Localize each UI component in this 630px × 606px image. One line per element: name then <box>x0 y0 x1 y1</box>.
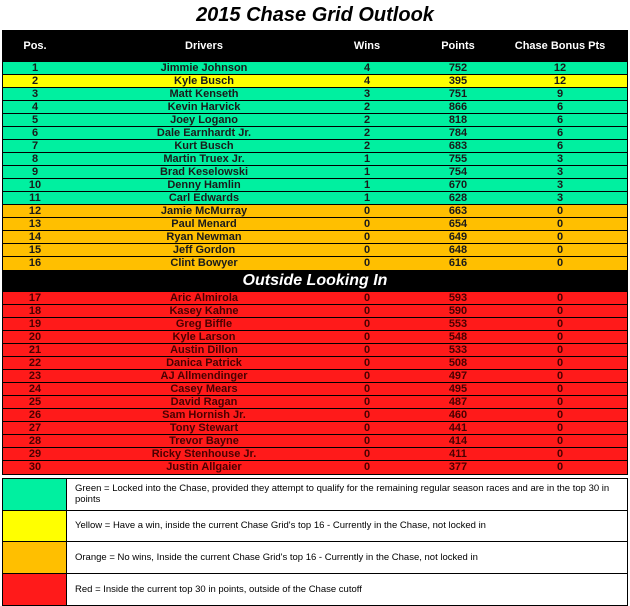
row-pos: 21 <box>28 344 42 356</box>
table-row <box>3 192 627 205</box>
table-row <box>3 205 627 218</box>
row-points: 755 <box>448 153 468 165</box>
row-pos: 22 <box>28 357 42 369</box>
legend-item <box>3 542 627 574</box>
table-row <box>3 140 627 153</box>
row-wins: 0 <box>363 231 371 243</box>
header-drivers: Drivers <box>185 40 223 52</box>
row-driver: Trevor Bayne <box>169 435 239 447</box>
color-legend <box>2 478 628 606</box>
row-pos: 16 <box>28 257 42 269</box>
row-pos: 12 <box>28 205 42 217</box>
row-wins: 1 <box>363 153 371 165</box>
table-row <box>3 114 627 127</box>
row-points: 593 <box>448 292 468 304</box>
row-bonus: 3 <box>556 166 564 178</box>
row-points: 683 <box>448 140 468 152</box>
row-pos: 3 <box>31 88 39 100</box>
row-points: 654 <box>448 218 468 230</box>
row-wins: 0 <box>363 318 371 330</box>
row-points: 377 <box>448 461 468 473</box>
table-row <box>3 257 627 270</box>
table-row <box>3 88 627 101</box>
row-bonus: 0 <box>556 305 564 317</box>
row-driver: Martin Truex Jr. <box>163 153 245 165</box>
row-points: 414 <box>448 435 468 447</box>
legend-text: Orange = No wins, Inside the current Chase Grid's top 16 - Currently in the Chase, not locked in <box>75 551 478 563</box>
row-driver: Justin Allgaier <box>166 461 242 473</box>
table-row <box>3 448 627 461</box>
row-pos: 9 <box>31 166 39 178</box>
row-wins: 0 <box>363 435 371 447</box>
row-points: 497 <box>448 370 468 382</box>
row-driver: Jeff Gordon <box>172 244 236 256</box>
row-driver: Brad Keselowski <box>159 166 249 178</box>
row-bonus: 0 <box>556 344 564 356</box>
row-points: 508 <box>448 357 468 369</box>
row-points: 866 <box>448 101 468 113</box>
row-bonus: 0 <box>556 383 564 395</box>
row-pos: 6 <box>31 127 39 139</box>
row-bonus: 0 <box>556 370 564 382</box>
row-driver: Paul Menard <box>171 218 237 230</box>
row-pos: 30 <box>28 461 42 473</box>
row-points: 649 <box>448 231 468 243</box>
legend-swatch <box>3 479 67 510</box>
table-row <box>3 305 627 318</box>
page-title: 2015 Chase Grid Outlook <box>196 4 434 26</box>
row-bonus: 0 <box>556 331 564 343</box>
row-bonus: 6 <box>556 101 564 113</box>
row-driver: Joey Logano <box>170 114 238 126</box>
row-points: 460 <box>448 409 468 421</box>
row-wins: 0 <box>363 396 371 408</box>
row-pos: 4 <box>31 101 39 113</box>
table-row <box>3 127 627 140</box>
row-bonus: 0 <box>556 231 564 243</box>
row-bonus: 6 <box>556 140 564 152</box>
legend-swatch <box>3 574 67 606</box>
table-row <box>3 166 627 179</box>
table-row <box>3 331 627 344</box>
row-driver: Ryan Newman <box>166 231 242 243</box>
row-wins: 4 <box>363 62 371 74</box>
row-points: 751 <box>448 88 468 100</box>
row-points: 752 <box>448 62 468 74</box>
row-wins: 1 <box>363 179 371 191</box>
row-pos: 20 <box>28 331 42 343</box>
row-points: 487 <box>448 396 468 408</box>
table-row <box>3 75 627 88</box>
row-driver: Kasey Kahne <box>169 305 239 317</box>
row-wins: 2 <box>363 140 371 152</box>
row-pos: 13 <box>28 218 42 230</box>
row-bonus: 0 <box>556 257 564 269</box>
row-driver: Dale Earnhardt Jr. <box>156 127 252 139</box>
table-row <box>3 370 627 383</box>
row-bonus: 0 <box>556 318 564 330</box>
table-row <box>3 409 627 422</box>
row-driver: Matt Kenseth <box>169 88 239 100</box>
table-row <box>3 396 627 409</box>
table-header <box>3 31 627 62</box>
row-wins: 0 <box>363 305 371 317</box>
row-driver: David Ragan <box>170 396 238 408</box>
row-bonus: 12 <box>553 75 567 87</box>
row-points: 663 <box>448 205 468 217</box>
table-row <box>3 153 627 166</box>
table-row <box>3 318 627 331</box>
legend-item <box>3 574 627 606</box>
row-wins: 0 <box>363 422 371 434</box>
header-wins: Wins <box>353 40 381 52</box>
table-row <box>3 357 627 370</box>
row-bonus: 3 <box>556 153 564 165</box>
row-points: 616 <box>448 257 468 269</box>
row-bonus: 0 <box>556 357 564 369</box>
row-bonus: 0 <box>556 396 564 408</box>
row-wins: 0 <box>363 448 371 460</box>
legend-text: Green = Locked into the Chase, provided they attempt to qualify for the remaining regular season races and are in the top 30 in points <box>75 483 610 506</box>
outside-rows <box>3 292 627 474</box>
row-bonus: 0 <box>556 422 564 434</box>
row-points: 590 <box>448 305 468 317</box>
table-row <box>3 422 627 435</box>
row-pos: 14 <box>28 231 42 243</box>
row-pos: 7 <box>31 140 39 152</box>
header-points: Points <box>441 40 475 52</box>
row-pos: 27 <box>28 422 42 434</box>
header-pos: Pos. <box>23 40 47 52</box>
legend-swatch <box>3 542 67 573</box>
row-pos: 24 <box>28 383 42 395</box>
row-pos: 8 <box>31 153 39 165</box>
row-pos: 17 <box>28 292 42 304</box>
row-driver: Clint Bowyer <box>170 257 238 269</box>
row-bonus: 0 <box>556 218 564 230</box>
row-wins: 2 <box>363 114 371 126</box>
row-bonus: 0 <box>556 461 564 473</box>
row-wins: 2 <box>363 127 371 139</box>
row-points: 670 <box>448 179 468 191</box>
row-bonus: 9 <box>556 88 564 100</box>
row-wins: 0 <box>363 205 371 217</box>
row-driver: Carl Edwards <box>168 192 240 204</box>
row-bonus: 3 <box>556 192 564 204</box>
row-wins: 0 <box>363 292 371 304</box>
row-pos: 2 <box>31 75 39 87</box>
row-wins: 0 <box>363 331 371 343</box>
row-driver: Kyle Larson <box>172 331 236 343</box>
legend-swatch <box>3 511 67 542</box>
table-row <box>3 292 627 305</box>
row-pos: 28 <box>28 435 42 447</box>
table-row <box>3 101 627 114</box>
row-wins: 4 <box>363 75 371 87</box>
row-points: 648 <box>448 244 468 256</box>
row-pos: 26 <box>28 409 42 421</box>
row-points: 754 <box>448 166 468 178</box>
standings-table <box>2 30 628 475</box>
table-row <box>3 179 627 192</box>
table-row <box>3 344 627 357</box>
row-driver: Tony Stewart <box>169 422 239 434</box>
legend-text: Red = Inside the current top 30 in points, outside of the Chase cutoff <box>75 583 362 595</box>
row-driver: AJ Allmendinger <box>160 370 248 382</box>
row-driver: Aric Almirola <box>169 292 239 304</box>
row-points: 495 <box>448 383 468 395</box>
row-points: 628 <box>448 192 468 204</box>
outside-looking-in-banner: Outside Looking In <box>3 270 627 292</box>
row-bonus: 0 <box>556 448 564 460</box>
row-points: 818 <box>448 114 468 126</box>
row-pos: 25 <box>28 396 42 408</box>
row-pos: 11 <box>29 192 41 204</box>
row-driver: Austin Dillon <box>170 344 238 356</box>
row-bonus: 0 <box>556 292 564 304</box>
table-row <box>3 218 627 231</box>
row-driver: Kurt Busch <box>174 140 234 152</box>
row-pos: 10 <box>28 179 42 191</box>
row-points: 441 <box>448 422 468 434</box>
row-wins: 0 <box>363 218 371 230</box>
row-bonus: 6 <box>556 127 564 139</box>
row-points: 548 <box>448 331 468 343</box>
row-wins: 0 <box>363 257 371 269</box>
row-points: 533 <box>448 344 468 356</box>
chase-rows <box>3 62 627 270</box>
header-bonus: Chase Bonus Pts <box>514 40 606 52</box>
row-wins: 0 <box>363 461 371 473</box>
table-row <box>3 244 627 257</box>
row-driver: Casey Mears <box>170 383 238 395</box>
row-wins: 1 <box>363 192 371 204</box>
row-points: 553 <box>448 318 468 330</box>
row-bonus: 0 <box>556 435 564 447</box>
table-row <box>3 383 627 396</box>
row-pos: 19 <box>28 318 42 330</box>
row-wins: 0 <box>363 409 371 421</box>
row-wins: 0 <box>363 383 371 395</box>
row-wins: 2 <box>363 101 371 113</box>
row-driver: Greg Biffle <box>175 318 233 330</box>
row-bonus: 0 <box>556 244 564 256</box>
row-pos: 15 <box>28 244 42 256</box>
row-driver: Kyle Busch <box>174 75 234 87</box>
row-wins: 1 <box>363 166 371 178</box>
row-bonus: 0 <box>556 205 564 217</box>
legend-item <box>3 479 627 511</box>
legend-text: Yellow = Have a win, inside the current Chase Grid's top 16 - Currently in the Chase, not locked in <box>75 520 486 532</box>
legend-item <box>3 511 627 543</box>
table-row <box>3 435 627 448</box>
row-bonus: 6 <box>556 114 564 126</box>
row-driver: Sam Hornish Jr. <box>162 409 246 421</box>
row-driver: Kevin Harvick <box>167 101 241 113</box>
row-points: 395 <box>448 75 468 87</box>
row-driver: Danica Patrick <box>166 357 242 369</box>
table-row <box>3 461 627 474</box>
row-driver: Jamie McMurray <box>160 205 248 217</box>
row-bonus: 12 <box>553 62 567 74</box>
row-bonus: 0 <box>556 409 564 421</box>
row-pos: 5 <box>31 114 39 126</box>
row-pos: 1 <box>31 62 39 74</box>
row-points: 784 <box>448 127 468 139</box>
table-row <box>3 231 627 244</box>
row-bonus: 3 <box>556 179 564 191</box>
row-driver: Ricky Stenhouse Jr. <box>151 448 257 460</box>
row-pos: 18 <box>28 305 42 317</box>
row-wins: 3 <box>363 88 371 100</box>
row-wins: 0 <box>363 244 371 256</box>
row-pos: 29 <box>28 448 42 460</box>
row-points: 411 <box>449 448 467 460</box>
table-row <box>3 62 627 75</box>
row-pos: 23 <box>28 370 42 382</box>
row-driver: Denny Hamlin <box>167 179 241 191</box>
row-wins: 0 <box>363 344 371 356</box>
row-wins: 0 <box>363 357 371 369</box>
row-driver: Jimmie Johnson <box>160 62 248 74</box>
row-wins: 0 <box>363 370 371 382</box>
